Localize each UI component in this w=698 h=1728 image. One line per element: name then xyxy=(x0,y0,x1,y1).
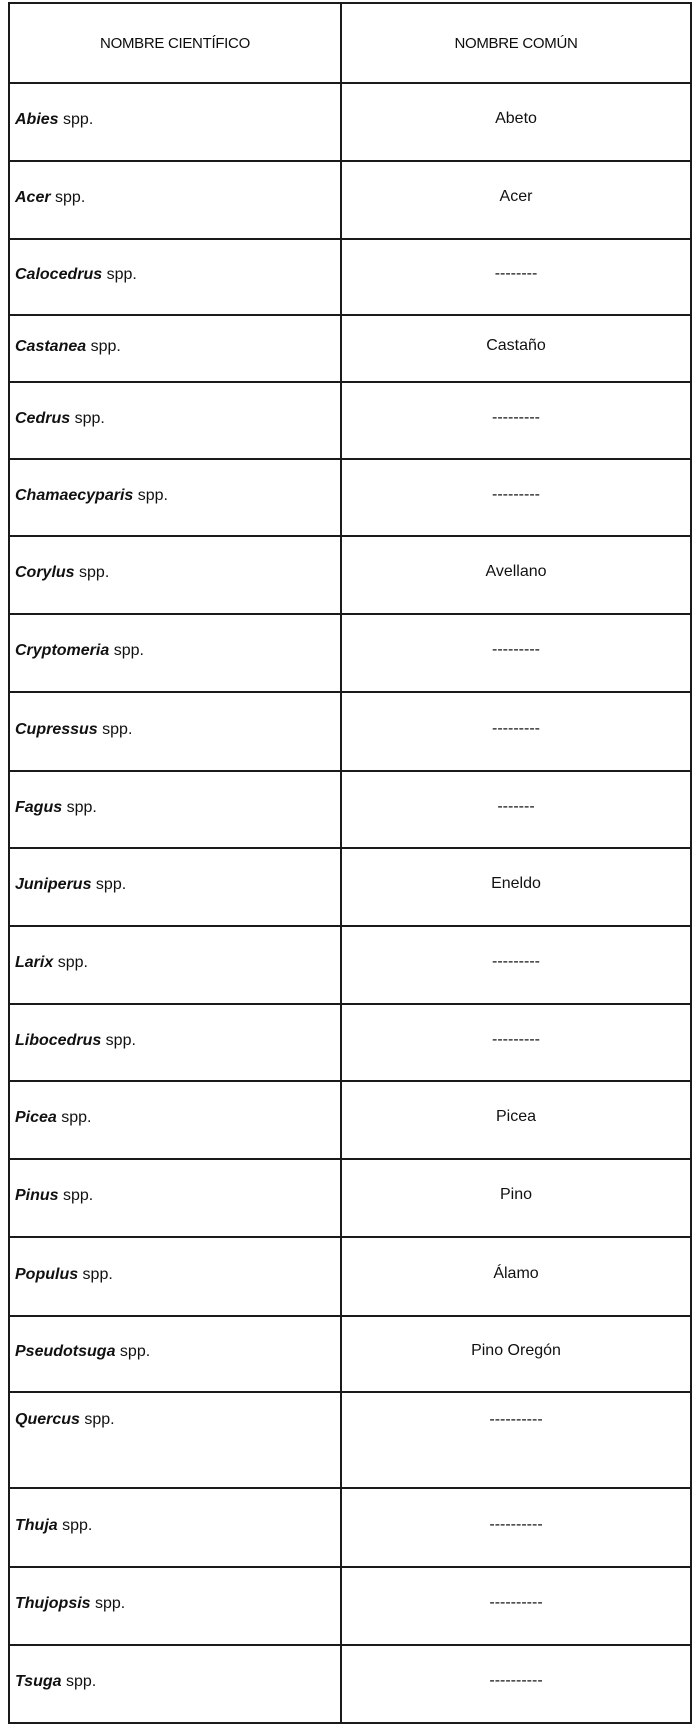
common-name-cell: Pino xyxy=(341,1159,691,1237)
table-row xyxy=(9,1316,691,1392)
common-name-cell: --------- xyxy=(341,459,691,536)
common-name-cell: --------- xyxy=(341,926,691,1004)
genus-name: Quercus xyxy=(15,1411,80,1428)
genus-name: Picea xyxy=(15,1109,57,1126)
species-suffix: spp. xyxy=(115,1343,151,1360)
scientific-name-cell xyxy=(9,239,341,315)
genus-name: Cupressus xyxy=(15,720,98,738)
common-name-cell: Picea xyxy=(341,1081,691,1159)
scientific-name-cell xyxy=(9,1645,341,1723)
scientific-name-cell xyxy=(9,459,341,536)
scientific-name-cell xyxy=(9,1392,341,1488)
genus-name: Thuja xyxy=(15,1516,58,1534)
table-row xyxy=(9,1237,691,1316)
scientific-name-header: NOMBRE CIENTÍFICO xyxy=(9,3,341,83)
table-row xyxy=(9,1488,691,1567)
genus-name: Abies xyxy=(15,111,59,128)
scientific-name-cell xyxy=(9,614,341,692)
species-suffix: spp. xyxy=(61,1673,97,1690)
species-suffix: spp. xyxy=(57,1516,93,1534)
species-suffix: spp. xyxy=(74,564,110,581)
species-suffix: spp. xyxy=(101,1031,136,1049)
genus-name: Libocedrus xyxy=(15,1031,102,1049)
common-name-cell: --------- xyxy=(341,692,691,771)
genus-name: Juniperus xyxy=(15,876,92,893)
common-name-cell: ---------- xyxy=(341,1488,691,1567)
scientific-name-cell xyxy=(9,1004,341,1081)
table-row xyxy=(9,1004,691,1081)
species-suffix: spp. xyxy=(58,1187,94,1204)
scientific-name-cell xyxy=(9,1488,341,1567)
common-name-cell: --------- xyxy=(341,614,691,692)
genus-name: Larix xyxy=(15,954,54,971)
species-suffix: spp. xyxy=(97,720,133,738)
genus-name: Thujopsis xyxy=(15,1595,91,1612)
genus-name: Cedrus xyxy=(15,409,71,427)
scientific-name-cell xyxy=(9,771,341,848)
genus-name: Chamaecyparis xyxy=(15,486,134,504)
table-row xyxy=(9,1081,691,1159)
genus-name: Castanea xyxy=(15,337,87,355)
scientific-name-cell xyxy=(9,382,341,459)
scientific-name-cell xyxy=(9,315,341,382)
genus-name: Fagus xyxy=(15,798,63,816)
scientific-name-cell xyxy=(9,536,341,614)
scientific-name-cell xyxy=(9,926,341,1004)
scientific-name-cell xyxy=(9,1567,341,1645)
species-suffix: spp. xyxy=(58,111,94,128)
scientific-name-cell xyxy=(9,1237,341,1316)
common-name-cell: ------- xyxy=(341,771,691,848)
table-row xyxy=(9,926,691,1004)
common-name-cell: Pino Oregón xyxy=(341,1316,691,1392)
scientific-name-cell xyxy=(9,1081,341,1159)
species-suffix: spp. xyxy=(70,409,105,427)
common-name-cell: -------- xyxy=(341,239,691,315)
common-name-cell: ---------- xyxy=(341,1567,691,1645)
common-name-cell: Avellano xyxy=(341,536,691,614)
species-suffix: spp. xyxy=(56,1109,92,1126)
scientific-name-cell xyxy=(9,1316,341,1392)
species-suffix: spp. xyxy=(79,1411,115,1428)
table-row xyxy=(9,1159,691,1237)
common-name-cell: ---------- xyxy=(341,1645,691,1723)
common-name-cell: Eneldo xyxy=(341,848,691,926)
common-name-cell: Abeto xyxy=(341,83,691,161)
table-row xyxy=(9,239,691,315)
table-row xyxy=(9,1645,691,1723)
table-row xyxy=(9,161,691,239)
scientific-name-cell xyxy=(9,1159,341,1237)
table-row xyxy=(9,1392,691,1488)
species-suffix: spp. xyxy=(109,642,144,659)
species-suffix: spp. xyxy=(102,266,137,283)
genus-name: Acer xyxy=(15,189,51,206)
table-row xyxy=(9,83,691,161)
table-row xyxy=(9,315,691,382)
genus-name: Pseudotsuga xyxy=(15,1343,116,1360)
scientific-name-cell xyxy=(9,83,341,161)
genus-name: Corylus xyxy=(15,564,75,581)
species-suffix: spp. xyxy=(133,486,168,504)
table-row xyxy=(9,848,691,926)
table-row xyxy=(9,614,691,692)
table-row xyxy=(9,692,691,771)
scientific-name-cell xyxy=(9,161,341,239)
species-table xyxy=(8,2,692,1724)
genus-name: Tsuga xyxy=(15,1673,62,1690)
species-suffix: spp. xyxy=(53,954,88,971)
common-name-cell: Castaño xyxy=(341,315,691,382)
genus-name: Calocedrus xyxy=(15,266,103,283)
table-row xyxy=(9,536,691,614)
table-row xyxy=(9,382,691,459)
genus-name: Pinus xyxy=(15,1187,59,1204)
species-suffix: spp. xyxy=(62,798,97,816)
species-suffix: spp. xyxy=(50,189,86,206)
species-suffix: spp. xyxy=(78,1265,113,1283)
species-suffix: spp. xyxy=(90,1595,126,1612)
common-name-cell: Álamo xyxy=(341,1237,691,1316)
species-suffix: spp. xyxy=(86,337,121,355)
table-row xyxy=(9,459,691,536)
common-name-header: NOMBRE COMÚN xyxy=(341,3,691,83)
common-name-cell: Acer xyxy=(341,161,691,239)
scientific-name-cell xyxy=(9,692,341,771)
species-suffix: spp. xyxy=(91,876,127,893)
table-row xyxy=(9,771,691,848)
genus-name: Populus xyxy=(15,1265,79,1283)
genus-name: Cryptomeria xyxy=(15,642,110,659)
common-name-cell: --------- xyxy=(341,382,691,459)
scientific-name-cell xyxy=(9,848,341,926)
common-name-cell: --------- xyxy=(341,1004,691,1081)
table-row xyxy=(9,1567,691,1645)
table-header-row xyxy=(9,3,691,83)
common-name-cell: ---------- xyxy=(341,1392,691,1488)
